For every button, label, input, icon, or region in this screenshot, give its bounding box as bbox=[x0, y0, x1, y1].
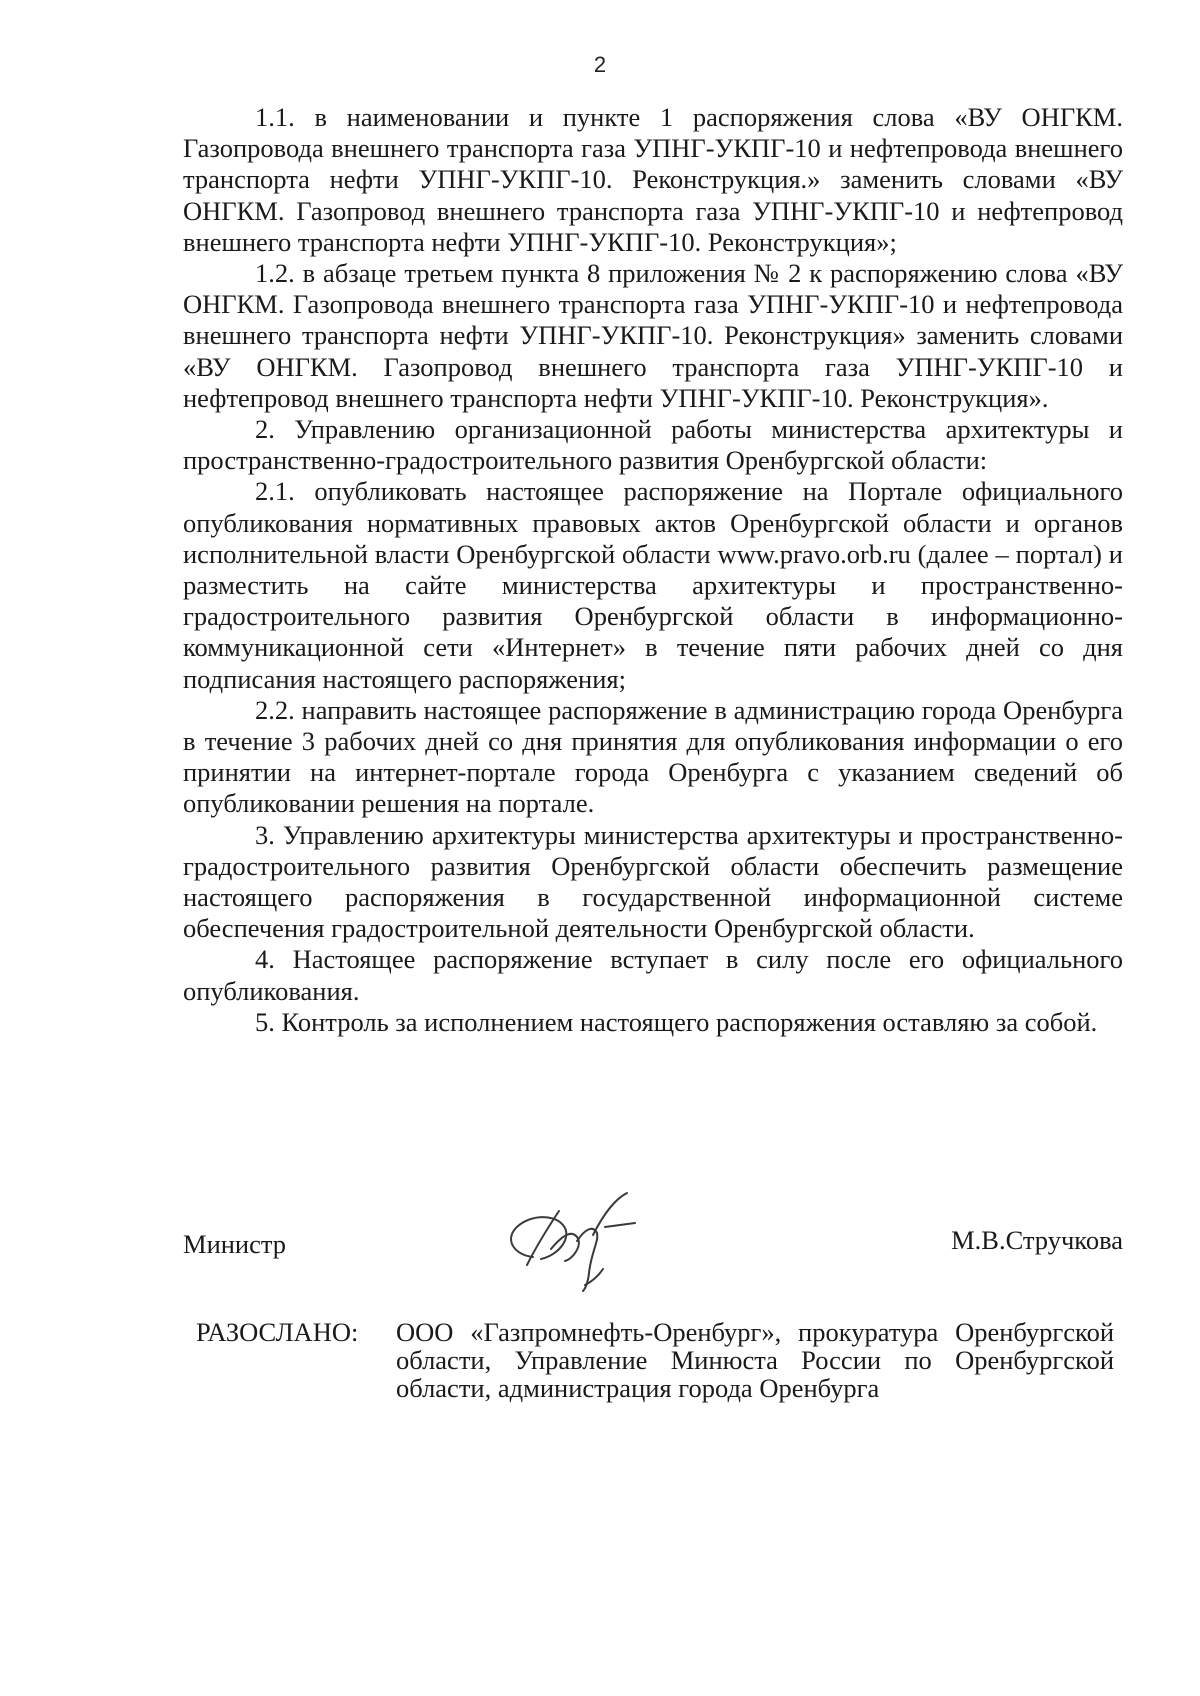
signature-block bbox=[183, 1185, 1123, 1295]
paragraph-2: 2. Управлению организационной работы министерства архитектуры и пространственно-градостроительного развития Оренбургской области: bbox=[183, 414, 1123, 476]
document-body bbox=[183, 102, 1123, 1038]
distribution-recipients: ООО «Газпромнефть-Оренбург», прокуратура Оренбургской области, Управление Минюста России по Оренбургской области, администрация города Оренбурга bbox=[396, 1317, 1114, 1403]
paragraph-1-1: 1.1. в наименовании и пункте 1 распоряжения слова «ВУ ОНГКМ. Газопровода внешнего транспорта газа УПНГ-УКПГ-10 и нефтепровода внешнего транспорта нефти УПНГ-УКПГ-10. Реконструкция.» заменить словами «ВУ ОНГКМ. Газопровод внешнего транспорта газа УПНГ-УКПГ-10 и нефтепровод внешнего транспорта нефти УПНГ-УКПГ-10. Реконструкция»; bbox=[183, 102, 1123, 257]
paragraph-2-2: 2.2. направить настоящее распоряжение в администрацию города Оренбурга в течение 3 рабочих дней со дня принятия для опубликования информации о его принятии на интернет-портале города Оренбурга с указанием сведений об опубликовании решения на портале. bbox=[183, 694, 1123, 819]
paragraph-2-1: 2.1. опубликовать настоящее распоряжение на Портале официального опубликования нормативных правовых актов Оренбургской области и органов исполнительной власти Оренбургской области www.pravo.orb.ru (далее – портал) и разместить на сайте министерства архитектуры и пространственно-градостроительного развития Оренбургской области в информационно-коммуникационной сети «Интернет» в течение пяти рабочих дней со дня подписания настоящего распоряжения; bbox=[183, 476, 1123, 694]
distribution-label: РАЗОСЛАНО: bbox=[196, 1317, 359, 1347]
signer-position: Министр bbox=[183, 1229, 287, 1259]
signer-name: М.В.Стручкова bbox=[951, 1225, 1123, 1255]
paragraph-3: 3. Управлению архитектуры министерства архитектуры и пространственно-градостроительного развития Оренбургской области обеспечить размещение настоящего распоряжения в государственной информационной системе обеспечения градостроительной деятельности Оренбургской области. bbox=[183, 819, 1123, 944]
page-number: 2 bbox=[593, 52, 607, 77]
paragraph-5: 5. Контроль за исполнением настоящего распоряжения оставляю за собой. bbox=[255, 1006, 1098, 1037]
handwritten-signature-icon bbox=[493, 1185, 663, 1295]
paragraph-4: 4. Настоящее распоряжение вступает в силу после его официального опубликования. bbox=[183, 944, 1123, 1006]
paragraph-1-2: 1.2. в абзаце третьем пункта 8 приложения № 2 к распоряжению слова «ВУ ОНГКМ. Газопровода внешнего транспорта газа УПНГ-УКПГ-10 и нефтепровода внешнего транспорта нефти УПНГ-УКПГ-10. Реконструкция» заменить словами «ВУ ОНГКМ. Газопровод внешнего транспорта газа УПНГ-УКПГ-10 и нефтепровод внешнего транспорта нефти УПНГ-УКПГ-10. Реконструкция». bbox=[183, 258, 1123, 413]
distribution-list bbox=[196, 1318, 1122, 1402]
